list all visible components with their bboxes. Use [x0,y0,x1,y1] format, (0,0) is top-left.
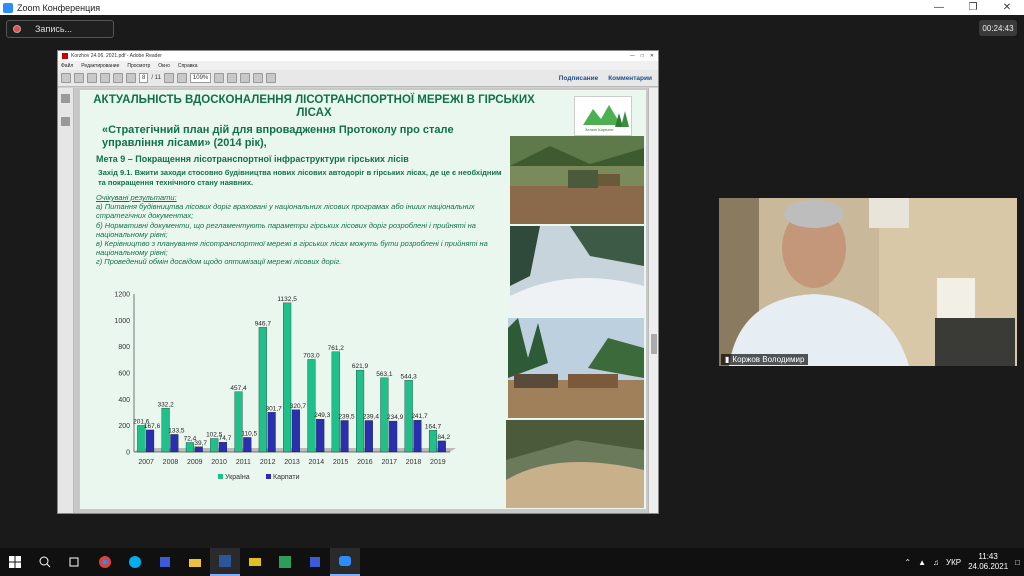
data-label: 946,7 [254,320,271,328]
notification-icon[interactable]: □ [1015,557,1020,567]
bar-ukraine [429,430,437,452]
y-tick-label: 800 [118,344,130,352]
adobe-maximize-icon[interactable]: □ [640,53,644,59]
bar-carpathians [438,441,446,452]
scrollbar-thumb[interactable] [651,334,657,354]
slide-results [96,193,516,267]
expand-icon[interactable] [266,73,276,83]
data-label: 239,4 [362,413,379,421]
adobe-window-title: Korzhov 24.06. 2021.pdf - Adobe Reader [71,53,162,59]
menu-view[interactable]: Просмотр [127,62,151,69]
result-item: а) Питання будівництва лісових доріг враховані у національних лісових програмах або інших національних стратегічних документах; [96,202,475,221]
bar-carpathians [219,442,227,452]
chevron-up-icon[interactable]: ⌃ [904,557,912,567]
photo-mountain-road [506,420,644,508]
search-icon[interactable] [30,548,60,576]
bar-ukraine [235,392,243,452]
adobe-minimize-icon[interactable]: — [629,53,635,59]
slide-page [80,90,646,509]
y-tick-label: 0 [126,449,130,457]
participant-name-label [721,354,808,365]
legend-swatch [266,474,271,479]
bar-carpathians [170,434,178,452]
bar-ukraine [332,352,340,452]
zoom-window-title: Zoom Конференция [17,2,101,13]
data-label: 164,7 [424,423,442,431]
participant-video-frame [719,198,1017,366]
result-item: б) Нормативні документи, що регламентують параметри гірських лісових доріг розроблені і прийняті на національному рівні; [96,220,476,239]
x-tick-label: 2011 [235,459,251,466]
system-tray [904,552,1024,572]
data-label: 72,4 [183,435,197,443]
data-label: 74,7 [218,435,232,443]
pages-icon[interactable] [61,94,70,103]
maximize-icon[interactable]: ❐ [968,2,978,13]
bar-ukraine [308,359,316,452]
comment-icon[interactable] [253,73,263,83]
shared-screen-adobe-reader [57,50,659,514]
app-icon[interactable] [240,548,270,576]
bar-carpathians [292,410,300,452]
recording-label: Запись... [35,24,73,34]
clock-date: 24.06.2021 [968,562,1009,571]
result-item: г) Проведений обмін досвідом щодо оптимізації мережі лісових доріг. [96,257,342,267]
save-app-2-icon[interactable] [300,548,330,576]
bar-carpathians [365,420,373,452]
sign-tab[interactable]: Подписание [558,74,599,82]
x-tick-label: 2010 [211,459,227,466]
x-tick-label: 2017 [381,459,398,466]
participant-video[interactable] [719,198,1017,366]
data-label: 102,5 [206,431,223,439]
page-total: / 11 [151,75,161,81]
comments-tab[interactable]: Комментарии [608,74,652,82]
data-label: 320,7 [289,402,307,410]
x-tick-label: 2008 [162,459,179,466]
adobe-toolbar [58,70,658,87]
bar-carpathians [316,419,324,452]
x-tick-label: 2016 [357,459,373,466]
x-tick-label: 2013 [284,459,300,466]
data-label: 1132,5 [277,295,297,303]
data-label: 544,3 [400,373,417,381]
bar-ukraine [283,303,291,452]
x-tick-label: 2012 [259,459,276,466]
close-icon[interactable]: ✕ [1002,2,1012,13]
data-label: 703,0 [303,352,320,360]
x-tick-label: 2007 [138,459,154,466]
data-label: 249,3 [314,412,331,420]
data-label: 301,7 [265,405,282,413]
y-tick-label: 1200 [114,291,130,299]
adobe-app-icon [62,53,68,59]
recording-indicator[interactable] [6,20,114,38]
menu-edit[interactable]: Редактирование [81,62,120,69]
clock-time: 11:43 [978,552,998,561]
bar-carpathians [243,437,251,452]
bar-ukraine [356,370,364,452]
x-tick-label: 2015 [332,459,349,466]
clock[interactable] [968,552,1008,572]
document-area [58,88,658,513]
bar-carpathians [389,421,397,452]
logo-text: Зелені Карпати [585,127,614,132]
bar-carpathians [341,420,349,452]
windows-taskbar [0,548,1024,576]
bar-ukraine [259,327,267,452]
data-label: 761,2 [327,344,344,352]
zoom-taskbar-icon[interactable] [330,548,360,576]
x-tick-label: 2018 [405,459,422,466]
photo-log-trucks [508,318,644,418]
prev-page-icon[interactable] [113,73,123,83]
adobe-menubar [58,61,658,70]
next-page-icon[interactable] [126,73,136,83]
bar-ukraine [186,442,194,452]
open-icon[interactable] [74,73,84,83]
save-app-icon[interactable] [150,548,180,576]
create-icon[interactable] [61,73,71,83]
slide-measure: Захід 9.1. Вжити заходи стосовно будівництва нових лісових автодоріг в гірських лісах, де це є необхідним та покращення технічного стану наявних. [98,168,502,187]
data-label: 457,4 [230,384,247,392]
volume-icon[interactable]: ♫ [933,557,940,567]
sign-icon[interactable] [240,73,250,83]
x-tick-label: 2014 [308,459,325,466]
data-label: 234,9 [387,414,404,422]
data-label: 110,5 [241,430,258,438]
record-icon [13,25,21,33]
print-icon[interactable] [87,73,97,83]
data-label: 84,2 [437,433,451,441]
data-label: 239,5 [338,413,355,421]
legend-label: Україна [225,474,250,481]
menu-file[interactable]: Файл [61,62,74,69]
zoom-in-icon[interactable] [177,73,187,83]
signal-bars-icon: ▮ [725,355,730,364]
menu-help[interactable]: Справка [177,62,198,69]
bar-ukraine [210,439,218,452]
data-label: 39,7 [194,439,208,447]
task-view-icon[interactable] [60,548,90,576]
excel-icon[interactable] [270,548,300,576]
fit-width-icon[interactable] [227,73,237,83]
data-label: 563,1 [376,370,393,378]
legend-swatch [218,474,223,479]
y-tick-label: 1000 [114,317,130,325]
data-label: 241,7 [411,413,428,421]
menu-window[interactable]: Окно [158,62,170,69]
data-label: 621,9 [351,363,369,371]
minimize-icon[interactable]: — [934,2,944,13]
x-tick-label: 2019 [430,459,446,466]
bar-carpathians [146,430,154,452]
bar-carpathians [414,420,422,452]
word-icon[interactable] [210,548,240,576]
y-tick-label: 600 [118,370,130,378]
zoom-out-icon[interactable] [164,73,174,83]
x-tick-label: 2009 [186,459,203,466]
chrome-icon[interactable] [90,548,120,576]
adobe-close-icon[interactable]: ✕ [649,53,654,59]
slide-subtitle: «Стратегічний план дій для впровадження Протоколу про сталe управління лісами» (2014 рік), [102,124,454,149]
zoom-level-select[interactable]: 109% [190,73,211,83]
adobe-titlebar [58,51,658,61]
green-carpathians-logo [574,96,632,136]
y-tick-label: 200 [118,423,130,431]
y-tick-label: 400 [118,396,130,404]
results-heading: Очікувані результати: [96,193,177,202]
bar-carpathians [268,412,276,452]
vertical-scrollbar[interactable] [648,88,658,513]
slide-title: АКТУАЛЬНІСТЬ ВДОСКОНАЛЕННЯ ЛІСОТРАНСПОРТНОЇ МЕРЕЖІ В ГІРСЬКИХ ЛІСАХ [93,94,535,119]
data-label: 167,6 [143,422,161,430]
bar-chart [100,288,460,490]
skype-icon[interactable] [120,548,150,576]
slide-goal: Мета 9 – Покращення лісотранспортної інфраструктури гірських лісів [96,154,409,164]
navigation-panel [58,88,74,513]
page-number-input[interactable]: 8 [139,73,148,83]
participant-name: Коржов Володимир [732,355,805,364]
result-item: в) Керівництво з планування лісотранспортної мережі в гірських лісах можуть бути розроблені і прийняті на національному рівні; [96,239,488,258]
photo-timber-truck [510,136,644,224]
data-label: 201,6 [133,418,150,426]
zoom-titlebar [0,0,1024,15]
meeting-timer: 00:24:43 [979,20,1017,36]
file-explorer-icon[interactable] [180,548,210,576]
network-icon[interactable]: ▲ [918,557,927,567]
language-indicator[interactable]: УКР [946,557,962,567]
zoom-app-icon [3,3,13,13]
start-button[interactable] [0,548,30,576]
bar-carpathians [195,447,203,452]
data-label: 332,2 [157,401,174,409]
legend-label: Карпати [273,474,300,481]
data-label: 133,5 [168,427,185,435]
email-icon[interactable] [100,73,110,83]
attachments-icon[interactable] [61,117,70,126]
fit-page-icon[interactable] [214,73,224,83]
photo-snowy-road [510,226,644,316]
